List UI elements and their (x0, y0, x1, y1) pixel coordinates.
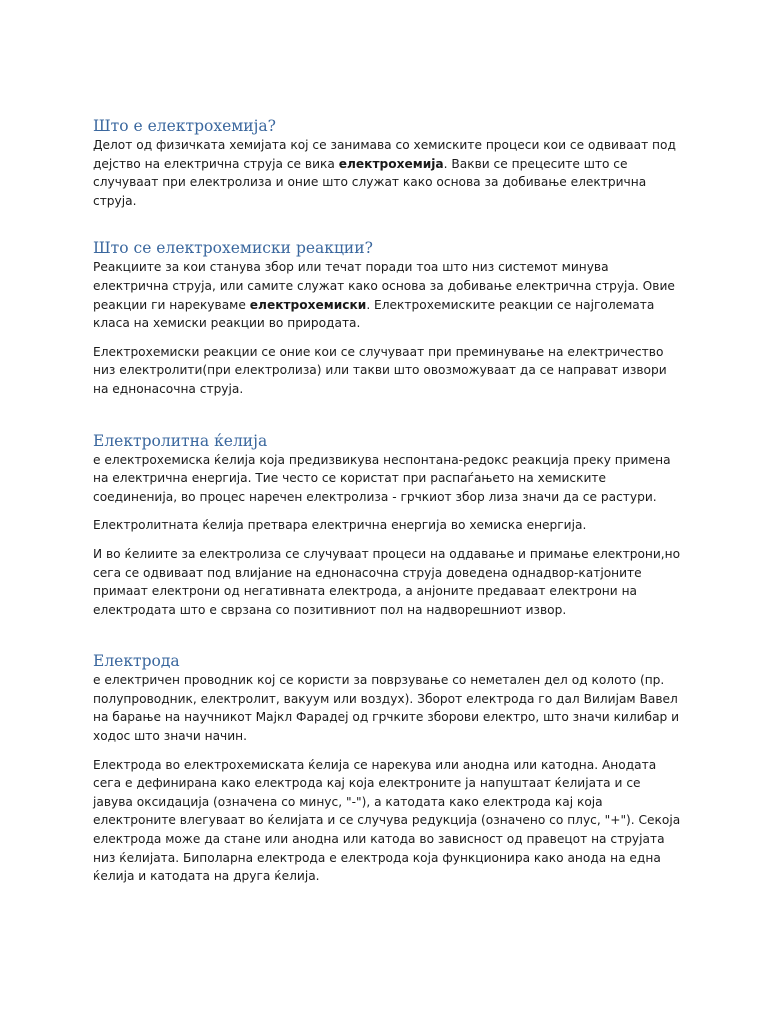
section-electrolytic-cell (93, 431, 683, 620)
document-page (93, 116, 683, 886)
paragraph: Електролитната ќелија претвара електрична енергија во хемиска енергија. (93, 518, 587, 533)
paragraph: Реакциите за кои станува збор или течат поради тоа што низ системот минува електрична струја, или самите служат како основа за добивање електрична струја. Овие реакции ги нарекуваме електрохемиски. Електрохемиските реакции се најголемата класа на хемиски реакции во природата. (93, 260, 675, 331)
section-what-is-electrochemistry (93, 116, 683, 210)
paragraph: Делот од физичката хемијата кој се занимава со хемиските процеси кои се одвиваат под дејство на електрична струја се вика електрохемија. Вакви се прецесите што се случуваат при електролиза и оние што служат како основа за добивање електрична струја. (93, 138, 676, 208)
paragraph: И во ќелиите за електролиза се случуваат процеси на оддавање и примање електрони,но сега се одвиваат под влијание на еднонасочна струја доведена однадвор-катјоните примаат електрони од негативната електрода, а анјоните предаваат електрони на електродата што е сврзана со позитивниот пол на надворешниот извор. (93, 546, 681, 617)
paragraph: е електрохемиска ќелија која предизвикува неспонтана-редокс реакција преку примена на електрична енергија. Тие често се користат при распаѓањето на хемиските соединенија, во процес наречен електролиза - грчкиот збор лиза значи да се растури. (93, 452, 671, 504)
heading-what-is-electrochemistry: Што е електрохемија? (93, 117, 276, 135)
section-electrochemical-reactions (93, 238, 683, 398)
paragraph: Електрохемиски реакции се оние кои се случуваат при преминување на електричество низ електролити(при електролиза) или такви што овозможуваат да се направат извори на еднонасочна струја. (93, 344, 667, 396)
heading-electrode: Електрода (93, 652, 180, 671)
heading-electrolytic-cell: Електролитна ќелија (93, 431, 268, 450)
paragraph: Електрода во електрохемиската ќелија се нарекува или анодна или катодна. Анодата сега е дефинирана како електрода кај која електроните ја напуштаат ќелијата и се јавува оксидација (означена со минус, "-"), а катодата како електрода кај која електроните влегуваат во ќелијата и се случува редукција (означено со плус, "+"). Секоја електрода може да стане или анодна или катода во зависност од правецот на струјата низ ќелијата. Биполарна електрода е електрода која функционира како анода на една ќелија и катодата на друга ќелија. (93, 757, 681, 884)
section-electrode (93, 651, 683, 886)
heading-electrochemical-reactions: Што се електрохемиски реакции? (93, 239, 373, 258)
paragraph: е електричен проводник кој се користи за поврзување со неметален дел од колото (пр. полупроводник, електролит, вакуум или воздух). Зборот електрода го дал Вилијам Вавел на барање на научникот Мајкл Фарадеј од грчките зборови електро, што значи килибар и ходос што значи начин. (93, 673, 680, 744)
